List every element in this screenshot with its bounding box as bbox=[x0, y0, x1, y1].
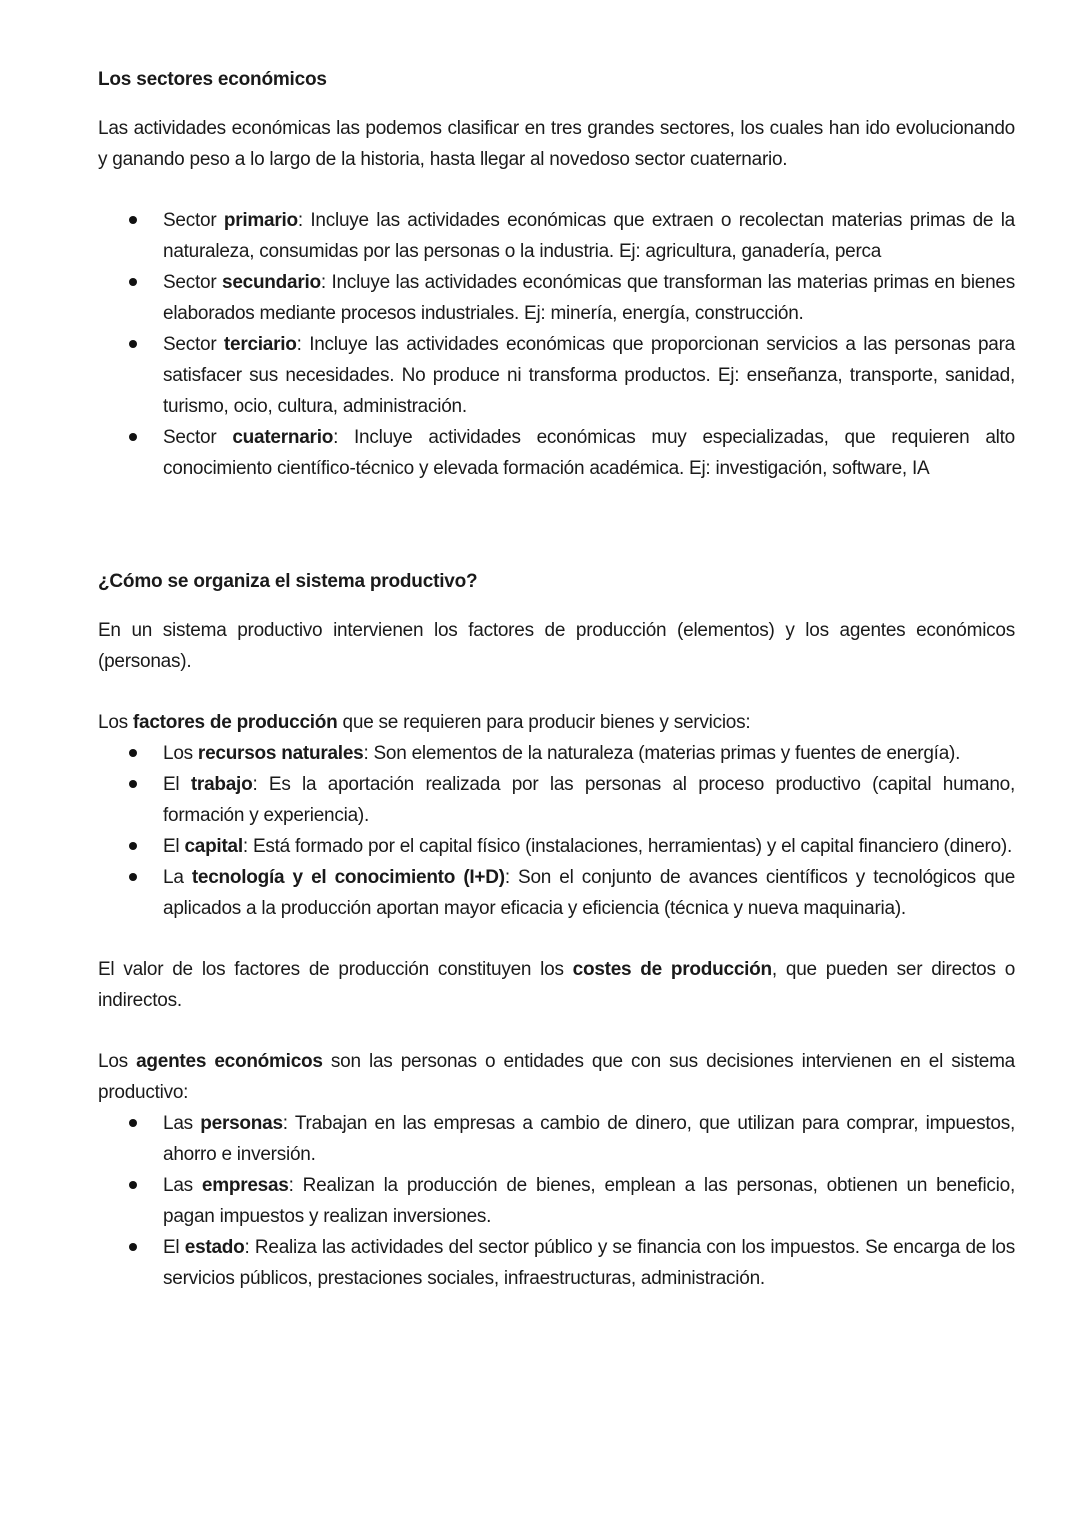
bullet-icon bbox=[129, 1181, 137, 1189]
item-keyword: tecnología y el conocimiento (I+D) bbox=[191, 867, 505, 888]
bullet-icon bbox=[129, 216, 137, 224]
document-page bbox=[98, 64, 1015, 1294]
factores-list bbox=[98, 738, 1015, 924]
spacer bbox=[98, 677, 1015, 707]
item-text: : Incluye las actividades económicas que extraen o recolectan materias primas de la naturaleza, consumidas por las personas o la industria. Ej: agricultura, ganadería, perca bbox=[163, 210, 1015, 262]
item-keyword: capital bbox=[184, 836, 243, 857]
item-keyword: cuaternario bbox=[232, 427, 334, 448]
list-item-sector-primario bbox=[98, 205, 1015, 267]
bullet-icon bbox=[129, 780, 137, 788]
item-prefix: La bbox=[163, 867, 192, 888]
spacer bbox=[98, 1016, 1015, 1046]
item-keyword: secundario bbox=[222, 272, 321, 293]
item-prefix: Los bbox=[163, 743, 198, 764]
list-item-empresas bbox=[98, 1170, 1015, 1232]
item-text: : Son elementos de la naturaleza (materias primas y fuentes de energía). bbox=[363, 743, 961, 764]
list-item-sector-secundario bbox=[98, 267, 1015, 329]
sectores-list bbox=[98, 205, 1015, 484]
section-title-sistema-productivo: ¿Cómo se organiza el sistema productivo? bbox=[98, 571, 478, 592]
item-text: : Realiza las actividades del sector público y se financia con los impuestos. Se encarga de los servicios públicos, prestaciones sociales, infraestructuras, administración. bbox=[163, 1237, 1015, 1289]
spacer bbox=[98, 597, 1015, 615]
sectores-intro-paragraph: Las actividades económicas las podemos clasificar en tres grandes sectores, los cuales han ido evolucionando y ganando peso a lo largo de la historia, hasta llegar al novedoso sector cuaternario. bbox=[98, 118, 1015, 170]
item-keyword: personas bbox=[200, 1113, 283, 1134]
bullet-icon bbox=[129, 749, 137, 757]
para-text: que se requieren para producir bienes y servicios: bbox=[337, 712, 751, 733]
item-prefix: Sector bbox=[163, 272, 222, 293]
item-keyword: terciario bbox=[223, 334, 297, 355]
para-prefix: El valor de los factores de producción constituyen los bbox=[98, 959, 573, 980]
list-item-sector-terciario bbox=[98, 329, 1015, 422]
para-keyword: costes de producción bbox=[572, 959, 772, 980]
spacer bbox=[98, 924, 1015, 954]
item-keyword: primario bbox=[223, 210, 298, 231]
para-keyword: factores de producción bbox=[132, 712, 338, 733]
para-keyword: agentes económicos bbox=[136, 1051, 323, 1072]
bullet-icon bbox=[129, 842, 137, 850]
agentes-intro-paragraph bbox=[98, 1046, 1015, 1108]
bullet-icon bbox=[129, 1119, 137, 1127]
item-keyword: trabajo bbox=[190, 774, 253, 795]
bullet-icon bbox=[129, 1243, 137, 1251]
item-prefix: El bbox=[163, 1237, 185, 1258]
para-prefix: Los bbox=[98, 1051, 137, 1072]
item-text: : Incluye actividades económicas muy especializadas, que requieren alto conocimiento científico-técnico y elevada formación académica. Ej: investigación, software, IA bbox=[163, 427, 1015, 479]
bullet-icon bbox=[129, 278, 137, 286]
factores-intro-paragraph bbox=[98, 707, 1015, 738]
para-text: , que pueden ser directos o indirectos. bbox=[98, 959, 1016, 1011]
spacer bbox=[98, 175, 1015, 205]
item-text: : Son el conjunto de avances científicos y tecnológicos que aplicados a la producción aportan mayor eficacia y eficiencia (técnica y nueva maquinaria). bbox=[163, 867, 1016, 919]
item-keyword: recursos naturales bbox=[197, 743, 364, 764]
item-text: : Trabajan en las empresas a cambio de dinero, que utilizan para comprar, impuestos, ahorro e inversión. bbox=[163, 1113, 1016, 1165]
item-text: : Realizan la producción de bienes, emplean a las personas, obtienen un beneficio, pagan impuestos y realizan inversiones. bbox=[163, 1175, 1015, 1227]
costes-paragraph bbox=[98, 954, 1015, 1016]
list-item-personas bbox=[98, 1108, 1015, 1170]
item-prefix: El bbox=[163, 836, 185, 857]
list-item-sector-cuaternario bbox=[98, 422, 1015, 484]
item-prefix: Las bbox=[163, 1175, 202, 1196]
item-prefix: El bbox=[163, 774, 191, 795]
item-text: : Incluye las actividades económicas que proporcionan servicios a las personas para satisfacer sus necesidades. No produce ni transforma productos. Ej: enseñanza, transporte, sanidad, turismo, ocio, cultura, administración. bbox=[163, 334, 1015, 417]
item-prefix: Las bbox=[163, 1113, 201, 1134]
section-title-sectores: Los sectores económicos bbox=[98, 69, 327, 90]
item-text: : Está formado por el capital físico (instalaciones, herramientas) y el capital financiero (dinero). bbox=[242, 836, 1013, 857]
para-prefix: Los bbox=[98, 712, 133, 733]
agentes-list bbox=[98, 1108, 1015, 1294]
bullet-icon bbox=[129, 873, 137, 881]
list-item-trabajo bbox=[98, 769, 1015, 831]
item-keyword: empresas bbox=[201, 1175, 289, 1196]
para-text: son las personas o entidades que con sus decisiones intervienen en el sistema productivo: bbox=[98, 1051, 1016, 1103]
list-item-estado bbox=[98, 1232, 1015, 1294]
list-item-capital bbox=[98, 831, 1015, 862]
bullet-icon bbox=[129, 340, 137, 348]
item-prefix: Sector bbox=[163, 334, 224, 355]
item-keyword: estado bbox=[184, 1237, 245, 1258]
spacer bbox=[98, 95, 1015, 113]
spacer bbox=[98, 484, 1015, 566]
item-text: : Incluye las actividades económicas que transforman las materias primas en bienes elaborados mediante procesos industriales. Ej: minería, energía, construcción. bbox=[163, 272, 1015, 324]
bullet-icon bbox=[129, 433, 137, 441]
sistema-intro-paragraph: En un sistema productivo intervienen los factores de producción (elementos) y los agentes económicos (personas). bbox=[98, 620, 1015, 672]
item-prefix: Sector bbox=[163, 427, 233, 448]
list-item-tecnologia bbox=[98, 862, 1015, 924]
list-item-recursos-naturales bbox=[98, 738, 1015, 769]
item-text: : Es la aportación realizada por las personas al proceso productivo (capital humano, formación y experiencia). bbox=[163, 774, 1015, 826]
item-prefix: Sector bbox=[163, 210, 224, 231]
